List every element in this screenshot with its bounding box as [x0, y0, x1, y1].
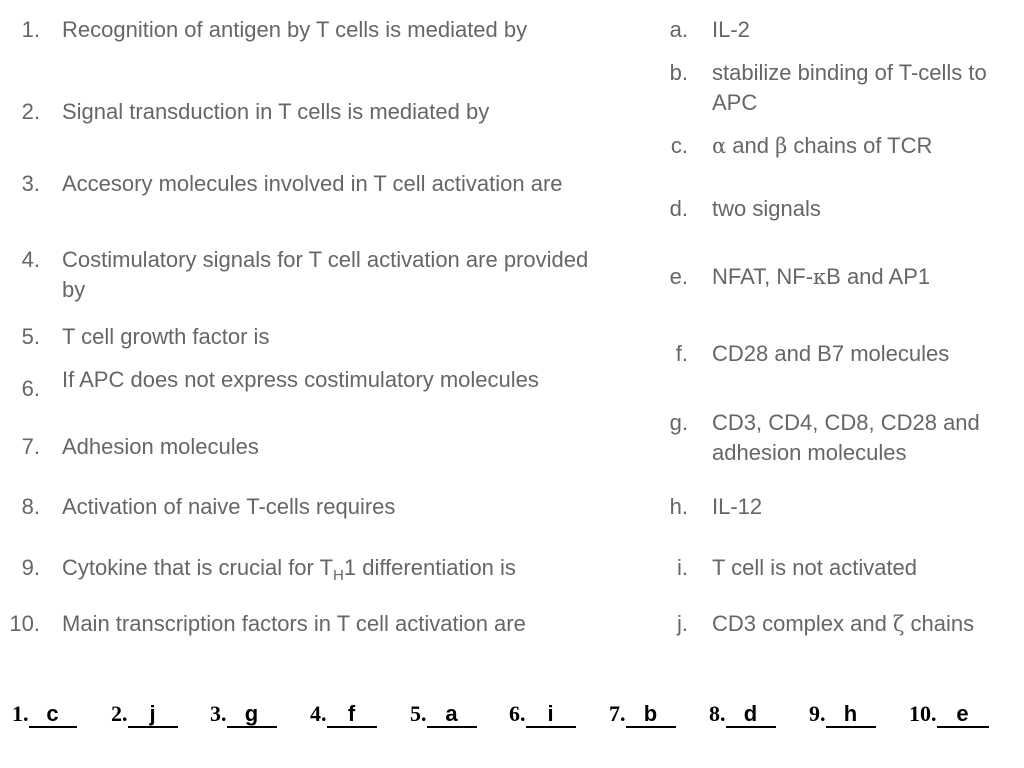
answer-number: 9. — [809, 701, 826, 726]
option-a — [640, 15, 1024, 45]
option-letter: c. — [670, 133, 688, 158]
question-number: 2. — [21, 99, 40, 124]
question-text: If APC does not express costimulatory molecules — [62, 367, 539, 392]
option-i — [640, 553, 1024, 583]
answer-number: 1. — [12, 701, 29, 726]
answer-blank: g — [227, 702, 277, 728]
answer-number: 4. — [310, 701, 327, 726]
option-f — [640, 339, 1024, 369]
option-text: stabilize binding of T-cells to APC — [712, 60, 987, 115]
question-text: T cell growth factor is — [62, 324, 270, 349]
answer-number: 10. — [909, 701, 937, 726]
question-text — [62, 553, 632, 583]
answer-2 — [111, 700, 178, 728]
option-letter: g. — [669, 410, 688, 435]
answer-10 — [909, 700, 989, 728]
option-text: IL-2 — [712, 17, 750, 42]
option-text: two signals — [712, 196, 821, 221]
option-text-part: chains of TCR — [787, 133, 933, 158]
question-number: 3. — [21, 171, 40, 196]
question-number: 4. — [21, 247, 40, 272]
answer-number: 5. — [410, 701, 427, 726]
answer-blank: h — [826, 702, 876, 728]
answer-number: 6. — [509, 701, 526, 726]
answer-number: 2. — [111, 701, 128, 726]
option-j — [640, 609, 1024, 639]
answer-1 — [12, 700, 77, 728]
question-text: Activation of naive T-cells requires — [62, 494, 396, 519]
answer-blank: j — [128, 702, 178, 728]
option-letter: i. — [677, 555, 688, 580]
answer-blank: e — [937, 702, 989, 728]
option-b — [640, 58, 1024, 118]
option-text-part: NFAT, NF- — [712, 264, 814, 289]
answer-blank: d — [726, 702, 776, 728]
question-text: Accesory molecules involved in T cell activation are — [62, 171, 563, 196]
question-text: Main transcription factors in T cell activation are — [62, 611, 526, 636]
answer-blank: a — [427, 702, 477, 728]
option-d — [640, 194, 1024, 224]
answer-6 — [509, 700, 576, 728]
option-letter: d. — [669, 196, 688, 221]
question-text: Recognition of antigen by T cells is mediated by — [62, 17, 528, 42]
answer-blank: i — [526, 702, 576, 728]
question-9 — [0, 553, 640, 583]
answer-blank: f — [327, 702, 377, 728]
option-h — [640, 492, 1024, 522]
option-letter: h. — [669, 494, 688, 519]
kappa-symbol: κ — [813, 265, 827, 289]
option-c — [640, 131, 1024, 161]
question-text-part: Cytokine that is crucial for T — [62, 555, 334, 580]
question-2 — [0, 97, 640, 127]
answer-3 — [210, 700, 277, 728]
answer-number: 8. — [709, 701, 726, 726]
option-text — [712, 262, 1022, 292]
question-text: Costimulatory signals for T cell activation are provided by — [62, 247, 589, 302]
question-number: 10. — [9, 611, 40, 636]
question-5 — [0, 322, 640, 352]
answer-8 — [709, 700, 776, 728]
option-letter: e. — [669, 264, 688, 289]
subscript-h: H — [333, 567, 344, 584]
option-g — [640, 408, 1024, 468]
question-text-part: 1 differentiation is — [343, 555, 516, 580]
question-number: 5. — [21, 324, 40, 349]
question-4 — [0, 245, 640, 305]
option-text: CD3, CD4, CD8, CD28 and adhesion molecules — [712, 410, 980, 465]
option-e — [640, 262, 1024, 292]
question-8 — [0, 492, 640, 522]
question-7 — [0, 432, 640, 462]
option-text: IL-12 — [712, 494, 763, 519]
question-3 — [0, 169, 640, 229]
answer-number: 7. — [609, 701, 626, 726]
zeta-symbol: ζ — [892, 612, 905, 636]
answer-7 — [609, 700, 676, 728]
beta-symbol: β — [775, 134, 788, 158]
answer-9 — [809, 700, 876, 728]
answer-number: 3. — [210, 701, 227, 726]
answer-5 — [410, 700, 477, 728]
alpha-symbol: α — [712, 134, 727, 158]
option-text-part: CD3 complex and — [712, 611, 893, 636]
option-letter: f. — [675, 341, 688, 366]
question-text: Adhesion molecules — [62, 434, 259, 459]
answer-blank: c — [29, 702, 77, 728]
answer-blank: b — [626, 702, 676, 728]
option-text-part: chains — [904, 611, 975, 636]
question-number: 1. — [21, 17, 40, 42]
option-text: T cell is not activated — [712, 555, 918, 580]
question-1 — [0, 15, 640, 45]
option-text-part: B and AP1 — [826, 264, 931, 289]
question-number: 6. — [21, 376, 40, 401]
question-number: 7. — [21, 434, 40, 459]
question-6 — [0, 365, 640, 425]
option-letter: j. — [677, 611, 688, 636]
option-text: CD28 and B7 molecules — [712, 341, 950, 366]
question-number: 9. — [21, 555, 40, 580]
option-text-part: and — [726, 133, 776, 158]
option-letter: a. — [669, 17, 688, 42]
option-text — [712, 131, 1022, 161]
option-text — [712, 609, 1024, 639]
question-10 — [0, 609, 640, 639]
answer-4 — [310, 700, 377, 728]
option-letter: b. — [669, 60, 688, 85]
question-text: Signal transduction in T cells is mediated by — [62, 99, 490, 124]
question-number: 8. — [21, 494, 40, 519]
